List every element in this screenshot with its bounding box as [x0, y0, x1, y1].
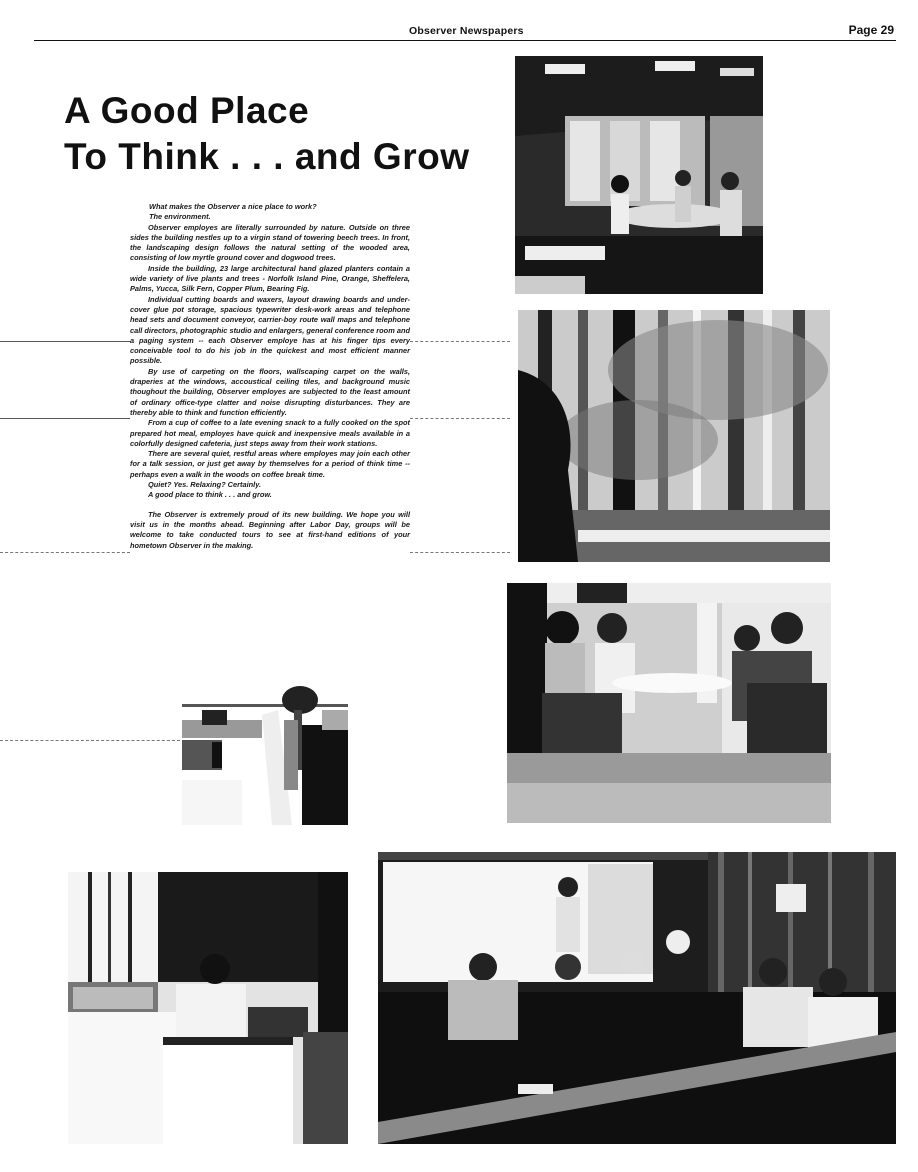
- article-paragraph: A good place to think . . . and grow.: [148, 490, 272, 500]
- phone-desk-photo: [68, 872, 348, 1144]
- headline-line-1: A Good Place: [64, 90, 310, 131]
- photo-woods-window-icon: [518, 310, 830, 562]
- photo-phone-desk-icon: [68, 872, 348, 1144]
- headline-line-2: To Think . . . and Grow: [64, 136, 470, 177]
- photo-cafeteria-icon: [515, 56, 763, 294]
- scan-artifact-rule: [410, 418, 510, 419]
- article-body: [130, 202, 410, 551]
- masthead: [34, 22, 896, 41]
- scan-artifact-rule: [0, 341, 130, 342]
- scan-artifact-rule: [0, 740, 180, 741]
- photo-lounge-table-icon: [507, 583, 831, 823]
- photo-planter-hallway-icon: [182, 680, 348, 825]
- article-paragraph: By use of carpeting on the floors, wallscaping carpet on the walls, draperies at the windows, accoustical ceiling tiles, and background music thoughout the building, Observer employes are subjected to the least amount of ordinary office-type clatter and noise disrupting disturbances. They are thereby able to think and function efficiently.: [130, 366, 410, 417]
- article-paragraph: Observer employes are literally surrounded by nature. Outside on three sides the building nestles up to a virgin stand of towering beech trees. In front, the landscaping design follows the natural setting of the wooded area, consisting of low myrtle ground cover and dogwood trees.: [130, 222, 410, 263]
- article-paragraph: There are several quiet, restful areas where employes may join each other for a talk session, or just get away by themselves for a period of think time -- perhaps even a walk in the woods on coffee break time.: [130, 449, 410, 479]
- article-paragraph: The environment.: [149, 212, 211, 222]
- photo-conference-room-icon: [378, 852, 896, 1144]
- scan-artifact-rule: [410, 341, 510, 342]
- woods-window-photo: [518, 310, 830, 562]
- conference-room-photo: [378, 852, 896, 1144]
- lounge-table-photo: [507, 583, 831, 823]
- article-paragraph: Quiet? Yes. Relaxing? Certainly.: [148, 480, 262, 490]
- planter-hallway-photo: [182, 680, 348, 825]
- article-paragraph: The Observer is extremely proud of its new building. We hope you will visit us in the months ahead. Beginning after Labor Day, groups will be welcome to take conducted tours to see at first-hand editions of your hometown Observer in the making.: [130, 509, 410, 550]
- cafeteria-photo: [515, 56, 763, 294]
- article-paragraph: From a cup of coffee to a late evening snack to a fully cooked on the spot prepared hot meal, employes have quick and inexpensive meals available in a colorfully designed cafeteria, just steps away from their work stations.: [130, 418, 410, 448]
- article-paragraph: Inside the building, 23 large architectural hand glazed planters contain a wide variety of live plants and trees - Norfolk Island Pine, Orange, Sheffelera, Palms, Yucca, Silk Fern, Copper Plum, Bearing Fig.: [130, 263, 410, 294]
- page-number: Page 29: [848, 23, 894, 37]
- scan-artifact-rule: [0, 552, 130, 553]
- article-paragraph: What makes the Observer a nice place to work?: [149, 202, 317, 211]
- newspaper-name: Observer Newspapers: [409, 25, 524, 37]
- scan-artifact-rule: [410, 552, 510, 553]
- article-headline: [64, 88, 494, 180]
- article-paragraph: Individual cutting boards and waxers, layout drawing boards and under-cover glue pot storage, spacious typewriter desk-work areas and telephone head sets and document conveyor, carrier-boy route wall maps and telephone call directors, photographic studio and enlargers, general conference room and a paging system -- each Observer employe has at his finger tips every conceivable tool to do his job in the quickest and most efficient manner possible.: [130, 294, 410, 366]
- scan-artifact-rule: [0, 418, 130, 419]
